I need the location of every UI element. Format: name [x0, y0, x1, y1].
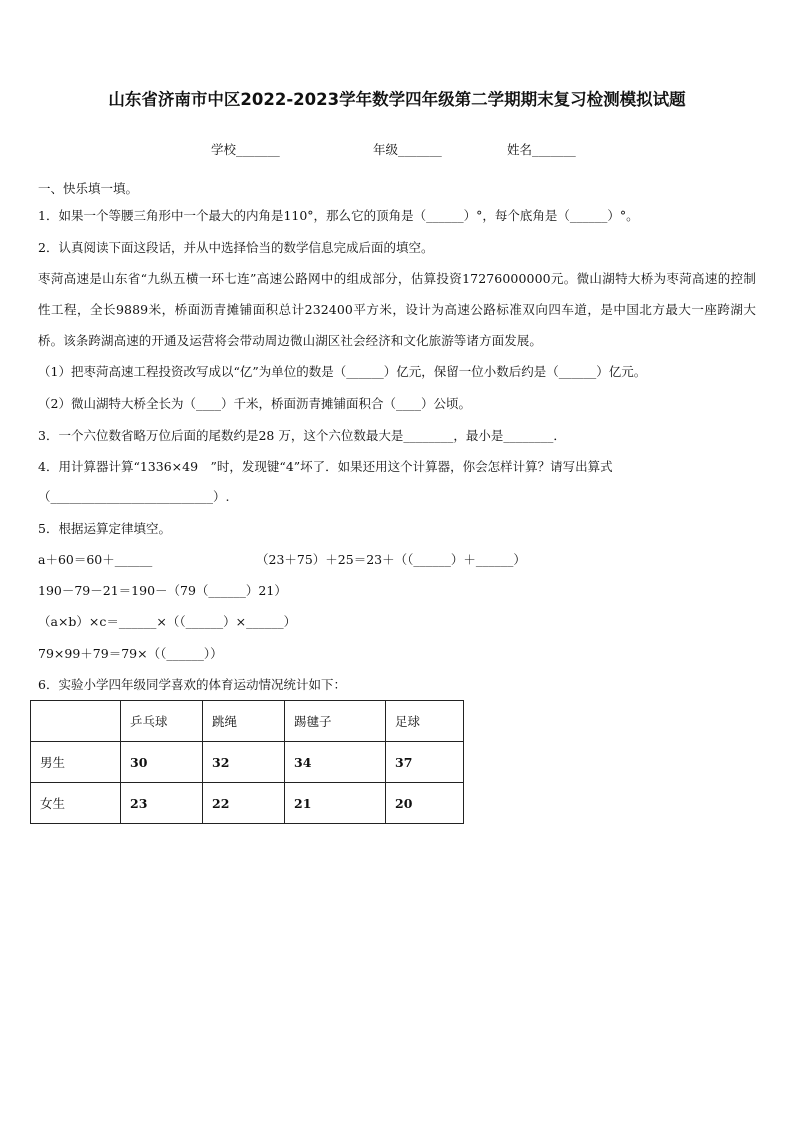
question-5-a: a＋60＝60＋______ [38, 552, 153, 567]
table-header-row [31, 701, 464, 742]
question-1: 1．如果一个等腰三角形中一个最大的内角是110°，那么它的顶角是（______）°，每个底角是（______）°。 [38, 208, 639, 223]
question-4-line-1: 4．用计算器计算“1336×49 ”时，发现键“4”坏了．如果还用这个计算器，你会怎样计算？请写出算式 [38, 459, 613, 474]
table-cell: 女生 [31, 783, 121, 824]
section-heading: 一、快乐填一填。 [38, 181, 139, 196]
table-cell: 34 [285, 742, 386, 783]
table-cell: 30 [121, 742, 203, 783]
table-cell: 男生 [31, 742, 121, 783]
name-field[interactable]: 姓名_______ [507, 142, 576, 157]
question-6: 6．实验小学四年级同学喜欢的体育运动情况统计如下： [38, 677, 346, 692]
school-field[interactable]: 学校_______ [211, 142, 280, 157]
table-cell: 32 [203, 742, 285, 783]
table-cell: 20 [386, 783, 464, 824]
table-header-cell: 跳绳 [203, 701, 285, 742]
question-4-line-2: （__________________________）. [38, 489, 230, 504]
table-header-cell [31, 701, 121, 742]
grade-field[interactable]: 年级_______ [373, 142, 442, 157]
table-row [31, 783, 464, 824]
question-3: 3．一个六位数省略万位后面的尾数约是28 万，这个六位数最大是________，最小是________． [38, 428, 566, 443]
question-5-b: （23＋75）＋25＝23＋（（______）＋______） [256, 552, 526, 567]
question-2-part-2: （2）微山湖特大桥全长为（____）千米，桥面沥青摊铺面积合（____）公顷。 [38, 396, 471, 411]
question-2: 2．认真阅读下面这段话，并从中选择恰当的数学信息完成后面的填空。 [38, 240, 434, 255]
question-2-part-1: （1）把枣菏高速工程投资改写成以“亿”为单位的数是（______）亿元，保留一位小数后约是（______）亿元。 [38, 364, 647, 379]
question-5: 5．根据运算定律填空。 [38, 521, 171, 536]
table-header-cell: 足球 [386, 701, 464, 742]
table-cell: 37 [386, 742, 464, 783]
table-cell: 22 [203, 783, 285, 824]
question-5-c: 190－79－21＝190－（79（______）21） [38, 583, 287, 598]
table-row [31, 742, 464, 783]
question-2-passage: 枣菏高速是山东省“九纵五横一环七连”高速公路网中的组成部分，估算投资17276000000元。微山湖特大桥为枣菏高速的控制性工程，全长9889米，桥面沥青摊铺面积总计232400平方米，设计为高速公路标准双向四车道，是中国北方最大一座跨湖大桥。该条跨湖高速的开通及运营将会带动周边微山湖区社会经济和文化旅游等诸方面发展。 [38, 271, 756, 348]
sports-table [30, 700, 464, 824]
question-5-e: 79×99＋79＝79×（（______）） [38, 646, 223, 661]
page-title: 山东省济南市中区2022-2023学年数学四年级第二学期期末复习检测模拟试题 [108, 90, 686, 109]
question-5-d: （a×b）×c＝______×（（______）×______） [38, 614, 297, 629]
table-cell: 21 [285, 783, 386, 824]
table-header-cell: 乒乓球 [121, 701, 203, 742]
table-header-cell: 踢毽子 [285, 701, 386, 742]
table-cell: 23 [121, 783, 203, 824]
